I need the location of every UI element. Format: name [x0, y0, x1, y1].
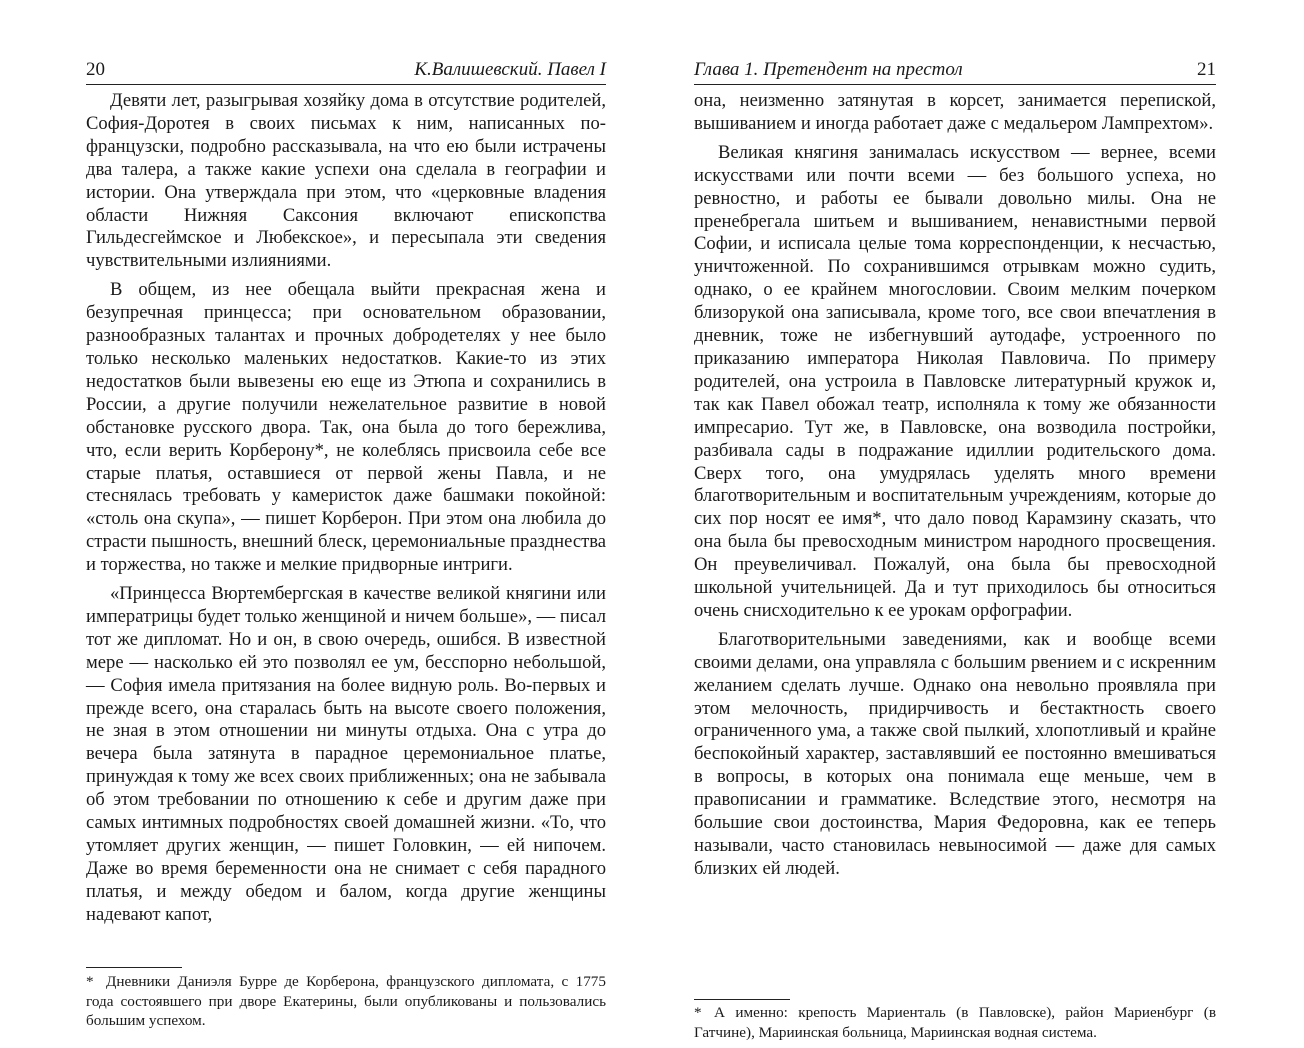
paragraph: Великая княгиня занималась искусством — вернее, всеми искусствами или почти всеми — без большого успеха, но ревностно, и работы ее бывали довольно милы. Она не пренебрегала шитьем и вышиванием, ненавистными первой Софии, и исписала целые тома корреспонденции, к несчастью, уничтоженной. По сохранившимся отрывкам можно судить, однако, о ее крайнем многословии. Своим мелким почерком близорукой она записывала, кроме того, все свои впечатления в дневник, тоже не избегнувший аутодафе, устроенного по приказанию императора Николая Павловича. По примеру родителей, она устроила в Павловске литературный кружок и, так как Павел обожал театр, исполняла к тому же обязанности импресарио. Тут же, в Павловске, она возводила постройки, разбивала сады в подражание идиллии родительского дома. Сверх того, она умудрялась уделять много времени благотворительным и воспитательным учреждениям, которые до сих пор носят ее имя*, что дало повод Карамзину сказать, что она была бы превосходным министром народного просвещения. Он преувеличивал. Пожалуй, она была бы превосходной школьной учительницей. Да и тут приходилось бы относиться очень снисходительно к ее урокам орфографии.: [694, 141, 1216, 621]
footnote-text: А именно: крепость Мариенталь (в Павловске), район Мариенбург (в Гатчине), Мариинская больница, Мариинская водная система.: [694, 1004, 1216, 1041]
paragraph: В общем, из нее обещала выйти прекрасная жена и безупречная принцесса; при основательном образовании, разнообразных талантах и прочных добродетелях у нее было только несколько маленьких недостатков. Какие-то из этих недостатков были вывезены ею еще из Этюпа и сохранились в России, а другие получили нежелательное развитие в новой обстановке русского двора. Так, она была до того бережлива, что, если верить Корберону*, не колеблясь присвоила себе все старые платья, оставшиеся от первой жены Павла, и не стеснялась требовать у камеристок даже башмаки покойной: «столь она скупа», — пишет Корберон. При этом она любила до страсти пышность, внешний блеск, церемониальные празднества и торжества, но также и мелкие придворные интриги.: [86, 279, 606, 576]
footnote: [694, 1003, 1216, 1042]
right-page: [694, 0, 1216, 1048]
footnote: [86, 972, 606, 1031]
left-page: [86, 0, 606, 1048]
footnote-text: Дневники Даниэля Бурре де Корберона, французского дипломата, с 1775 года состоявшего при дворе Екатерины, были опубликованы и пользовались большим успехом.: [86, 973, 606, 1030]
left-body-text: [86, 90, 606, 933]
header-rule: [86, 84, 606, 85]
paragraph-continued: она, неизменно затянутая в корсет, занимается перепиской, вышиванием и иногда работает даже с медальером Лампрехтом».: [694, 90, 1216, 134]
running-title: Глава 1. Претендент на престол: [694, 59, 963, 80]
running-title: К.Валишевский. Павел I: [414, 59, 606, 80]
page-number: 20: [86, 59, 105, 80]
footnote-rule: [86, 967, 182, 968]
header-rule: [694, 84, 1216, 85]
footnote-mark: *: [694, 1004, 702, 1021]
paragraph: Девяти лет, разыгрывая хозяйку дома в отсутствие родителей, София-Доротея в своих письмах к ним, написанных по-французски, подробно рассказывала, на что ею были истрачены два талера, а также какие успехи она сделала в географии и истории. Она утверждала при этом, что «церковные владения области Нижняя Саксония включают епископства Гильдесгеймское и Любекское», и пересыпала эти сведения чувствительными излияниями.: [86, 90, 606, 272]
right-body-text: [694, 90, 1216, 887]
left-running-head: [86, 56, 606, 84]
footnote-rule: [694, 999, 790, 1000]
paragraph: Благотворительными заведениями, как и вообще всеми своими делами, она управляла с большим рвением и с искренним желанием сделать лучше. Однако она невольно проявляла при этом мелочность, придирчивость и бестактность своего ограниченного ума, а также свой пылкий, хлопотливый и крайне беспокойный характер, заставлявший ее постоянно вмешиваться в вопросы, в которых она понимала еще меньше, чем в правописании и грамматике. Вследствие этого, несмотря на большие свои достоинства, Мария Федоровна, как ее теперь называли, часто становилась невыносимой — даже для самых близких ей людей.: [694, 628, 1216, 879]
right-running-head: [694, 56, 1216, 84]
footnote-mark: *: [86, 973, 94, 990]
page-number: 21: [1197, 59, 1216, 80]
paragraph: «Принцесса Вюртембергская в качестве великой княгини или императрицы будет только женщиной и ничем больше», — писал тот же дипломат. Но и он, в свою очередь, ошибся. В известной мере — насколько ей это позволял ее ум, бесспорно небольшой, — София имела притязания на более видную роль. Во-первых и прежде всего, она старалась быть на высоте своего положения, не зная в этом отношении ни минуты отдыха. Она с утра до вечера была затянута в парадное церемониальное платье, принуждая к тому же всех своих приближенных; она не забывала об этом требовании по отношению к себе и другим даже при самых интимных подробностях своей домашней жизни. «То, что утомляет других женщин, — пишет Головкин, — ей нипочем. Даже во время беременности она не снимает с себя парадного платья, и между обедом и балом, когда другие женщины надевают капот,: [86, 583, 606, 925]
